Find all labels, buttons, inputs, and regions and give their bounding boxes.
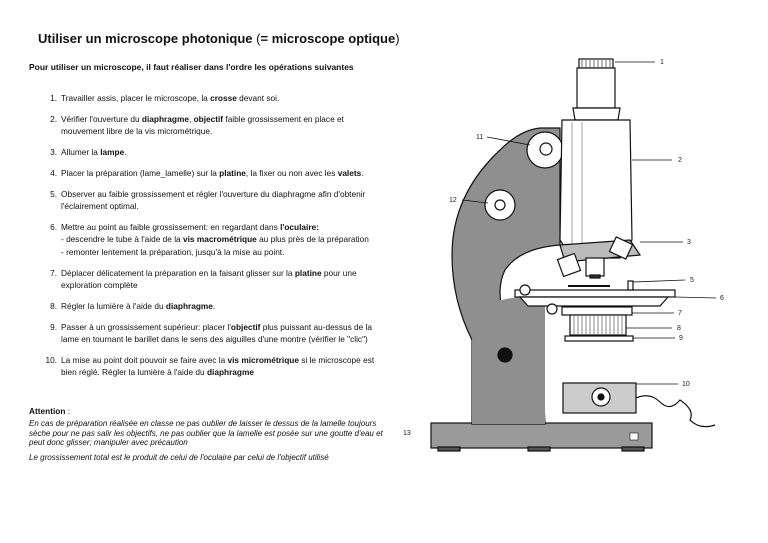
label-7: 7 [678, 310, 682, 317]
warning-text: En cas de préparation réalisée en classe ne pas oublier de laisser le dessus de la lamelle toujours sèche pour ne pas salir les objectifs, ne pas oublier que la lamelle est posée sur une goutte d'eau et peut donc glisser; manipuler avec précaution [29, 419, 383, 447]
step-text: La mise au point doit pouvoir se faire avec la [61, 354, 228, 365]
step-number: 6. [50, 222, 57, 233]
condenser-ring [565, 336, 633, 341]
stage-underside [520, 297, 668, 306]
knob-center [540, 143, 552, 155]
title-paren-close: ) [395, 31, 400, 46]
step-keyword: diaphragme [165, 300, 213, 311]
step-text: Allumer la [61, 147, 101, 158]
step-item [50, 167, 381, 179]
step-item [50, 113, 381, 138]
objective-tip [590, 275, 600, 278]
step-text: . [361, 167, 364, 178]
step-item [50, 146, 381, 158]
step-text: Passer à un grossissement supérieur: placer l' [61, 321, 231, 332]
attention-heading [29, 406, 70, 416]
step-text: . [212, 300, 216, 311]
label-12: 12 [449, 197, 457, 204]
objective-mid [586, 258, 604, 276]
label-10: 10 [682, 381, 690, 388]
step-item [50, 92, 381, 104]
step-item [45, 354, 381, 379]
label-6: 6 [720, 295, 724, 302]
step-keyword: platine [219, 167, 246, 178]
attention-label: Attention [29, 406, 66, 416]
step-number: 1. [50, 93, 57, 103]
step-text: faible grossissement en place et mouvement libre de la vis micrométrique. [61, 113, 344, 137]
stage-clip [628, 281, 633, 290]
step-text: , la fixer ou non avec les [245, 167, 338, 178]
step-text: Régler la lumière à l'aide du [61, 300, 166, 311]
base-foot [622, 447, 644, 451]
stage-knob [520, 285, 530, 295]
step-text: Déplacer délicatement la préparation en la faisant glisser sur la [61, 267, 295, 278]
power-cable [636, 396, 715, 427]
label-13: 13 [403, 430, 411, 437]
base-foot [528, 447, 550, 451]
pivot-hole [498, 348, 512, 362]
step-number: 4. [50, 167, 57, 178]
step-text: Placer la préparation (lame_lamelle) sur la [61, 167, 220, 178]
step-keyword: platine [294, 267, 322, 278]
label-1: 1 [660, 59, 664, 66]
step-keyword: crosse [210, 93, 237, 103]
step-text: Observer au faible grossissement et régler l'ouverture du diaphragme afin d'obtenir l'éclairement optimal. [61, 188, 366, 212]
step-number: 7. [50, 267, 57, 278]
step-item [50, 221, 381, 258]
label-2: 2 [678, 157, 682, 164]
step-item [50, 300, 381, 312]
step-keyword: diaphragme [206, 367, 254, 378]
step-text: plus puissant au-dessus de la lame en tournant le barillet dans le sens des aiguilles d'une montre (vérifier le "clic") [61, 321, 373, 344]
title-paren-open: ( [252, 31, 261, 46]
microscope-tube [560, 120, 632, 258]
step-text: pour une exploration complète [61, 267, 357, 290]
lamp-center [598, 394, 604, 400]
step-keyword: l'oculaire: [280, 222, 319, 233]
step-number: 10. [45, 354, 57, 365]
step-text: si le microscope est bien réglé. Régler la lumière à l'aide du [61, 354, 375, 378]
step-text: devant soi. [236, 93, 280, 103]
base-badge [630, 433, 638, 440]
diaphragm-ring [562, 307, 632, 315]
step-text: Vérifier l'ouverture du [61, 113, 142, 124]
label-9: 9 [679, 335, 683, 342]
step-text: . [124, 147, 127, 158]
tube-collar [573, 108, 620, 120]
step-keyword: diaphragme [141, 113, 189, 124]
attention-colon: : [65, 406, 71, 416]
step-keyword: vis macrométrique [182, 234, 257, 245]
step-number: 3. [50, 147, 57, 158]
step-text: Mettre au point au faible grossissement: en regardant dans [61, 222, 281, 233]
stage-platine [515, 290, 675, 297]
step-text: Travailler assis, placer le microscope, la [61, 93, 211, 103]
base-foot [438, 447, 460, 451]
step-keyword: lampe [100, 147, 125, 158]
title-main: Utiliser un microscope photonique [38, 31, 253, 46]
step-item [50, 321, 381, 346]
step-keyword: objectif [230, 321, 261, 332]
step-number: 5. [50, 188, 57, 199]
label-8: 8 [677, 325, 681, 332]
step-number: 2. [50, 113, 57, 124]
step-keyword: vis micrométrique [227, 354, 299, 365]
step-number: 8. [50, 300, 57, 311]
step-text: , [188, 113, 194, 124]
step-number: 9. [50, 321, 57, 332]
step-keyword: valets [337, 167, 362, 178]
knob-center [495, 200, 505, 210]
step-keyword: objectif [193, 113, 224, 124]
title-alt: = microscope optique [260, 31, 396, 46]
label-5: 5 [690, 277, 694, 284]
steps-list [45, 92, 381, 387]
step-text: - descendre le tube à l'aide de la [61, 234, 183, 245]
label-3: 3 [687, 239, 691, 246]
eyepiece [577, 68, 615, 108]
step-text: au plus près de la préparation [256, 234, 369, 245]
page-title [38, 31, 400, 46]
step-item [50, 188, 381, 213]
label-11: 11 [476, 134, 484, 141]
stage-knob [547, 304, 557, 314]
step-item [50, 267, 381, 292]
magnification-note: Le grossissement total est le produit de celui de l'oculaire par celui de l'objectif utilisé [29, 453, 329, 462]
eyepiece-cap [579, 59, 613, 68]
microscope-diagram [400, 40, 730, 460]
step-text: - remonter lentement la préparation, jusqu'à la mise au point. [61, 246, 285, 257]
instructions-heading: Pour utiliser un microscope, il faut réaliser dans l'ordre les opérations suivantes [29, 62, 354, 72]
microscope-base [431, 423, 652, 448]
